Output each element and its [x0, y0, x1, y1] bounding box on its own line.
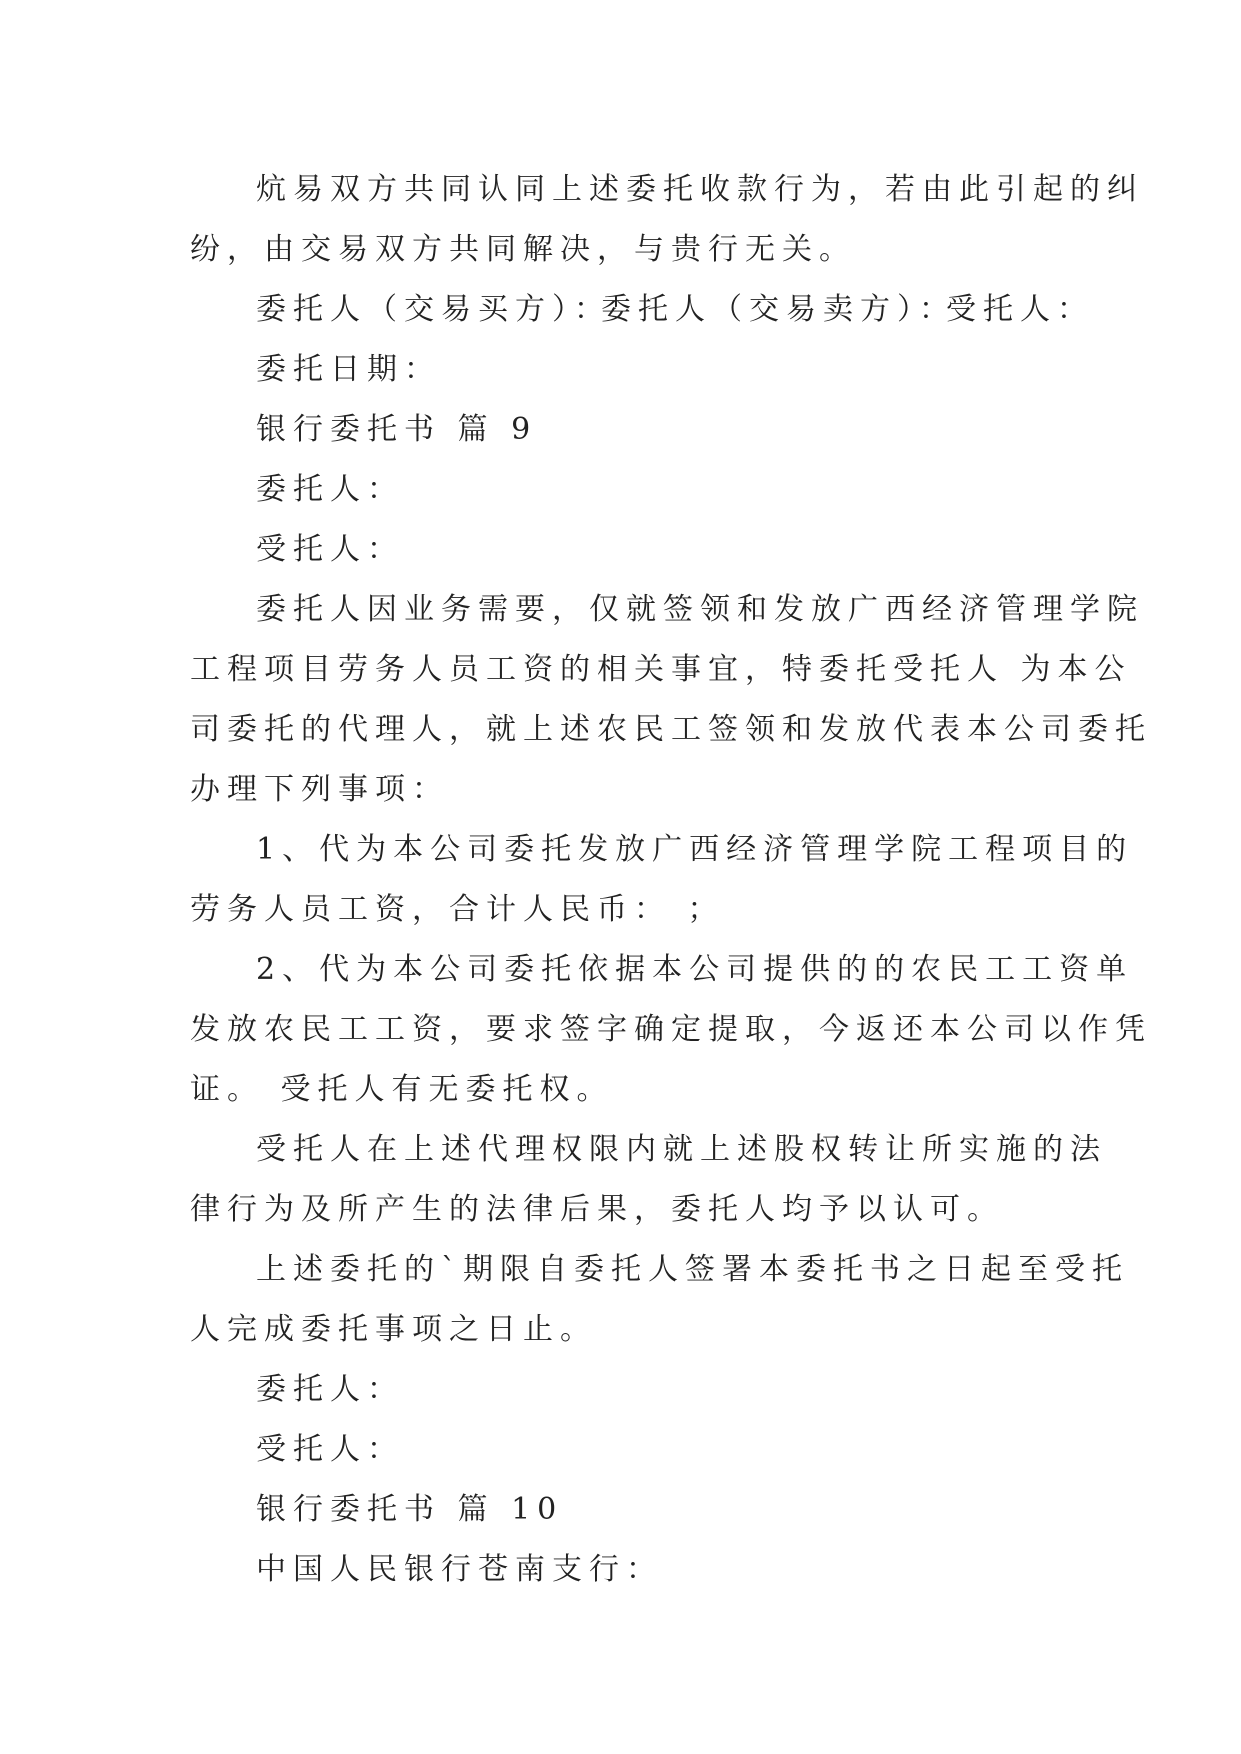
addressee-line: 中国人民银行苍南支行： [256, 1552, 663, 1587]
list-item-text: 证。 受托人有无委托权。 [190, 1072, 614, 1107]
list-item-text: 2、代为本公司委托依据本公司提供的的农民工工资单 [256, 952, 1134, 987]
principal-label: 委托人： [256, 472, 404, 507]
list-item-text: 1、代为本公司委托发放广西经济管理学院工程项目的 [256, 832, 1134, 867]
trustee-label: 受托人： [256, 532, 404, 567]
paragraph-text: 纷，由交易双方共同解决，与贵行无关。 [190, 232, 856, 267]
list-item-text: 劳务人员工资，合计人民币： ； [190, 892, 725, 927]
paragraph-text: 上述委托的`期限自委托人签署本委托书之日起至受托 [256, 1252, 1129, 1287]
paragraph-text: 办理下列事项： [190, 772, 449, 807]
section-heading: 银行委托书 篇 9 [256, 412, 538, 447]
list-item-text: 发放农民工工资，要求签字确定提取，今返还本公司以作凭 [190, 1012, 1152, 1047]
paragraph-text: 受托人在上述代理权限内就上述股权转让所实施的法 [256, 1132, 1107, 1167]
buyer-signature-label: 委托人（交易买方）： [256, 292, 611, 327]
document-body [190, 160, 1152, 1600]
trustee-signature-label: 受托人： [946, 292, 1094, 327]
paragraph-text: 人完成委托事项之日止。 [190, 1312, 597, 1347]
signature-line [190, 280, 1094, 340]
date-label: 委托日期： [256, 352, 441, 387]
section-heading: 银行委托书 篇 10 [256, 1492, 564, 1527]
paragraph-text: 司委托的代理人，就上述农民工签领和发放代表本公司委托 [190, 712, 1152, 747]
paragraph-text: 工程项目劳务人员工资的相关事宜，特委托受托人 为本公 [190, 652, 1132, 687]
paragraph-text: 律行为及所产生的法律后果，委托人均予以认可。 [190, 1192, 1004, 1227]
paragraph-text: 委托人因业务需要，仅就签领和发放广西经济管理学院 [256, 592, 1144, 627]
trustee-label: 受托人： [256, 1432, 404, 1467]
paragraph-text: 炕易双方共同认同上述委托收款行为，若由此引起的纠 [256, 172, 1144, 207]
principal-label: 委托人： [256, 1372, 404, 1407]
seller-signature-label: 委托人（交易卖方）： [601, 292, 956, 327]
